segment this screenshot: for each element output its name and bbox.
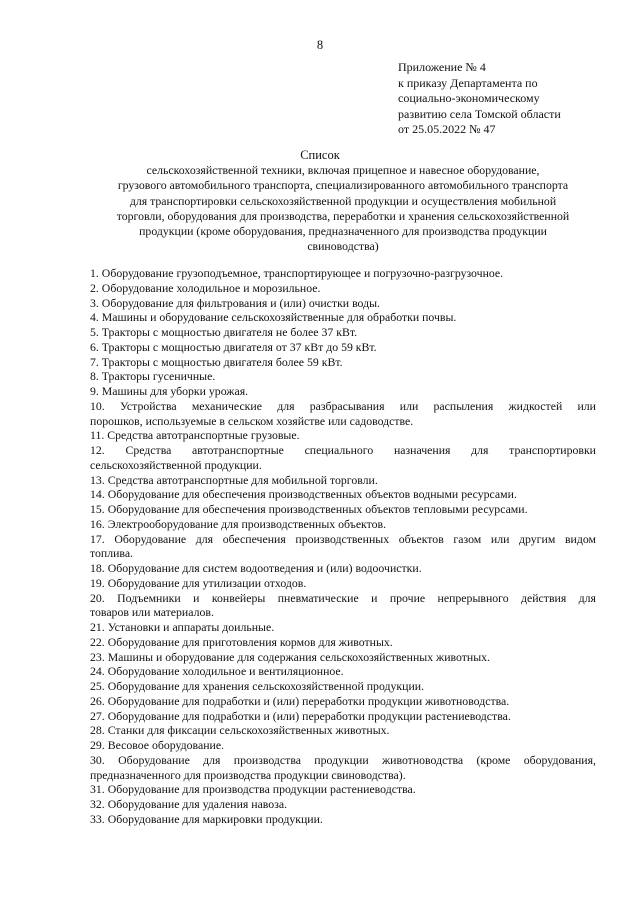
list-item bbox=[90, 782, 596, 797]
list-item-line: 19. Оборудование для утилизации отходов. bbox=[90, 575, 307, 590]
appendix-line: к приказу Департамента по bbox=[398, 75, 538, 90]
list-item-line: товаров или материалов. bbox=[90, 605, 214, 620]
list-item-line: 23. Машины и оборудование для содержания сельскохозяйственных животных. bbox=[90, 649, 490, 664]
list-item bbox=[90, 325, 596, 340]
list-item-line: 9. Машины для уборки урожая. bbox=[90, 384, 249, 398]
list-item-line: 24. Оборудование холодильное и вентиляционное. bbox=[90, 664, 344, 679]
appendix-line: развитию села Томской области bbox=[398, 106, 561, 121]
list-item bbox=[90, 296, 596, 311]
list-item bbox=[90, 694, 596, 709]
list-item bbox=[90, 443, 596, 473]
list-item-line: 13. Средства автотранспортные для мобильной торговли. bbox=[90, 472, 378, 487]
list-item-line: сельскохозяйственной продукции. bbox=[90, 457, 262, 472]
list-item bbox=[90, 310, 596, 325]
list-item bbox=[90, 487, 596, 502]
list-item-line: 10. Устройства механические для разбрасывания или распыления жидкостей или bbox=[90, 398, 596, 413]
appendix-block bbox=[398, 60, 628, 138]
document-title: Список bbox=[300, 148, 340, 162]
list-item-line: 26. Оборудование для подработки и (или) переработки продукции животноводства. bbox=[90, 693, 510, 708]
subtitle-line: продукции (кроме оборудования, предназначенного для производства продукции bbox=[139, 224, 547, 239]
list-item bbox=[90, 797, 596, 812]
list-item bbox=[90, 384, 596, 399]
document-subtitle bbox=[90, 163, 596, 255]
list-item-line: 7. Тракторы с мощностью двигателя более 59 кВт. bbox=[90, 354, 343, 369]
list-item bbox=[90, 473, 596, 488]
appendix-line: от 25.05.2022 № 47 bbox=[398, 122, 496, 137]
list-item-line: 30. Оборудование для производства продукции животноводства (кроме оборудования, bbox=[90, 752, 596, 767]
list-item bbox=[90, 679, 596, 694]
list-item bbox=[90, 753, 596, 783]
list-item bbox=[90, 664, 596, 679]
list-item-line: 31. Оборудование для производства продукции растениеводства. bbox=[90, 782, 416, 797]
list-item-line: 3. Оборудование для фильтрования и (или) очистки воды. bbox=[90, 295, 380, 310]
list-item-line: 4. Машины и оборудование сельскохозяйственные для обработки почвы. bbox=[90, 310, 457, 325]
list-item bbox=[90, 812, 596, 827]
appendix-line: социально-экономическому bbox=[398, 91, 540, 106]
subtitle-line: грузового автомобильного транспорта, специализированного автомобильного транспорта bbox=[117, 178, 569, 193]
list-item-line: 16. Электрооборудование для производственных объектов. bbox=[90, 516, 387, 531]
subtitle-line: для транспортировки сельскохозяйственной продукции и осуществления мобильной bbox=[129, 193, 557, 208]
list-item-line: 14. Оборудование для обеспечения производственных объектов водными ресурсами. bbox=[90, 487, 517, 502]
list-item bbox=[90, 738, 596, 753]
list-item-line: предназначенного для производства продукции свиноводства). bbox=[90, 767, 406, 782]
list-item bbox=[90, 369, 596, 384]
list-item-line: 12. Средства автотранспортные специального назначения для транспортировки bbox=[90, 443, 596, 457]
list-item bbox=[90, 502, 596, 517]
list-item bbox=[90, 635, 596, 650]
list-item-line: 20. Подъемники и конвейеры пневматические и прочие непрерывного действия для bbox=[90, 590, 596, 605]
list-item bbox=[90, 340, 596, 355]
list-item-line: 1. Оборудование грузоподъемное, транспортирующее и погрузочно-разгрузочное. bbox=[90, 266, 504, 280]
page-number: 8 bbox=[316, 38, 324, 52]
equipment-list bbox=[90, 266, 596, 827]
list-item-line: 11. Средства автотранспортные грузовые. bbox=[90, 428, 300, 443]
list-item-line: 5. Тракторы с мощностью двигателя не более 37 кВт. bbox=[90, 325, 358, 339]
list-item bbox=[90, 591, 596, 621]
list-item bbox=[90, 709, 596, 724]
list-item-line: топлива. bbox=[90, 546, 134, 561]
list-item bbox=[90, 355, 596, 370]
list-item-line: 27. Оборудование для подработки и (или) переработки продукции растениеводства. bbox=[90, 708, 511, 723]
list-item bbox=[90, 517, 596, 532]
list-item bbox=[90, 723, 596, 738]
subtitle-line: свиноводства) bbox=[307, 239, 379, 254]
list-item-line: 18. Оборудование для систем водоотведения и (или) водоочистки. bbox=[90, 561, 422, 575]
list-item bbox=[90, 561, 596, 576]
list-item-line: 15. Оборудование для обеспечения производственных объектов тепловыми ресурсами. bbox=[90, 502, 528, 516]
list-item bbox=[90, 428, 596, 443]
list-item-line: порошков, используемые в сельском хозяйстве или садоводстве. bbox=[90, 413, 414, 428]
list-item bbox=[90, 399, 596, 429]
list-item bbox=[90, 650, 596, 665]
list-item-line: 2. Оборудование холодильное и морозильное. bbox=[90, 280, 321, 295]
list-item bbox=[90, 281, 596, 296]
list-item bbox=[90, 532, 596, 562]
list-item-line: 28. Станки для фиксации сельскохозяйственных животных. bbox=[90, 723, 390, 738]
list-item bbox=[90, 266, 596, 281]
appendix-line: Приложение № 4 bbox=[398, 60, 486, 74]
list-item-line: 25. Оборудование для хранения сельскохозяйственной продукции. bbox=[90, 679, 425, 693]
list-item-line: 6. Тракторы с мощностью двигателя от 37 кВт до 59 кВт. bbox=[90, 339, 377, 354]
list-item-line: 17. Оборудование для обеспечения производственных объектов газом или другим видом bbox=[90, 531, 596, 546]
list-item-line: 29. Весовое оборудование. bbox=[90, 738, 225, 752]
subtitle-line: торговли, оборудования для производства, переработки и хранения сельскохозяйственной bbox=[116, 208, 570, 223]
list-item-line: 33. Оборудование для маркировки продукции. bbox=[90, 811, 323, 826]
list-item-line: 22. Оборудование для приготовления кормов для животных. bbox=[90, 634, 393, 649]
list-item bbox=[90, 576, 596, 591]
list-item-line: 21. Установки и аппараты доильные. bbox=[90, 620, 275, 634]
list-item bbox=[90, 620, 596, 635]
list-item-line: 8. Тракторы гусеничные. bbox=[90, 369, 216, 384]
subtitle-line: сельскохозяйственной техники, включая прицепное и навесное оборудование, bbox=[146, 163, 540, 177]
list-item-line: 32. Оборудование для удаления навоза. bbox=[90, 797, 288, 811]
